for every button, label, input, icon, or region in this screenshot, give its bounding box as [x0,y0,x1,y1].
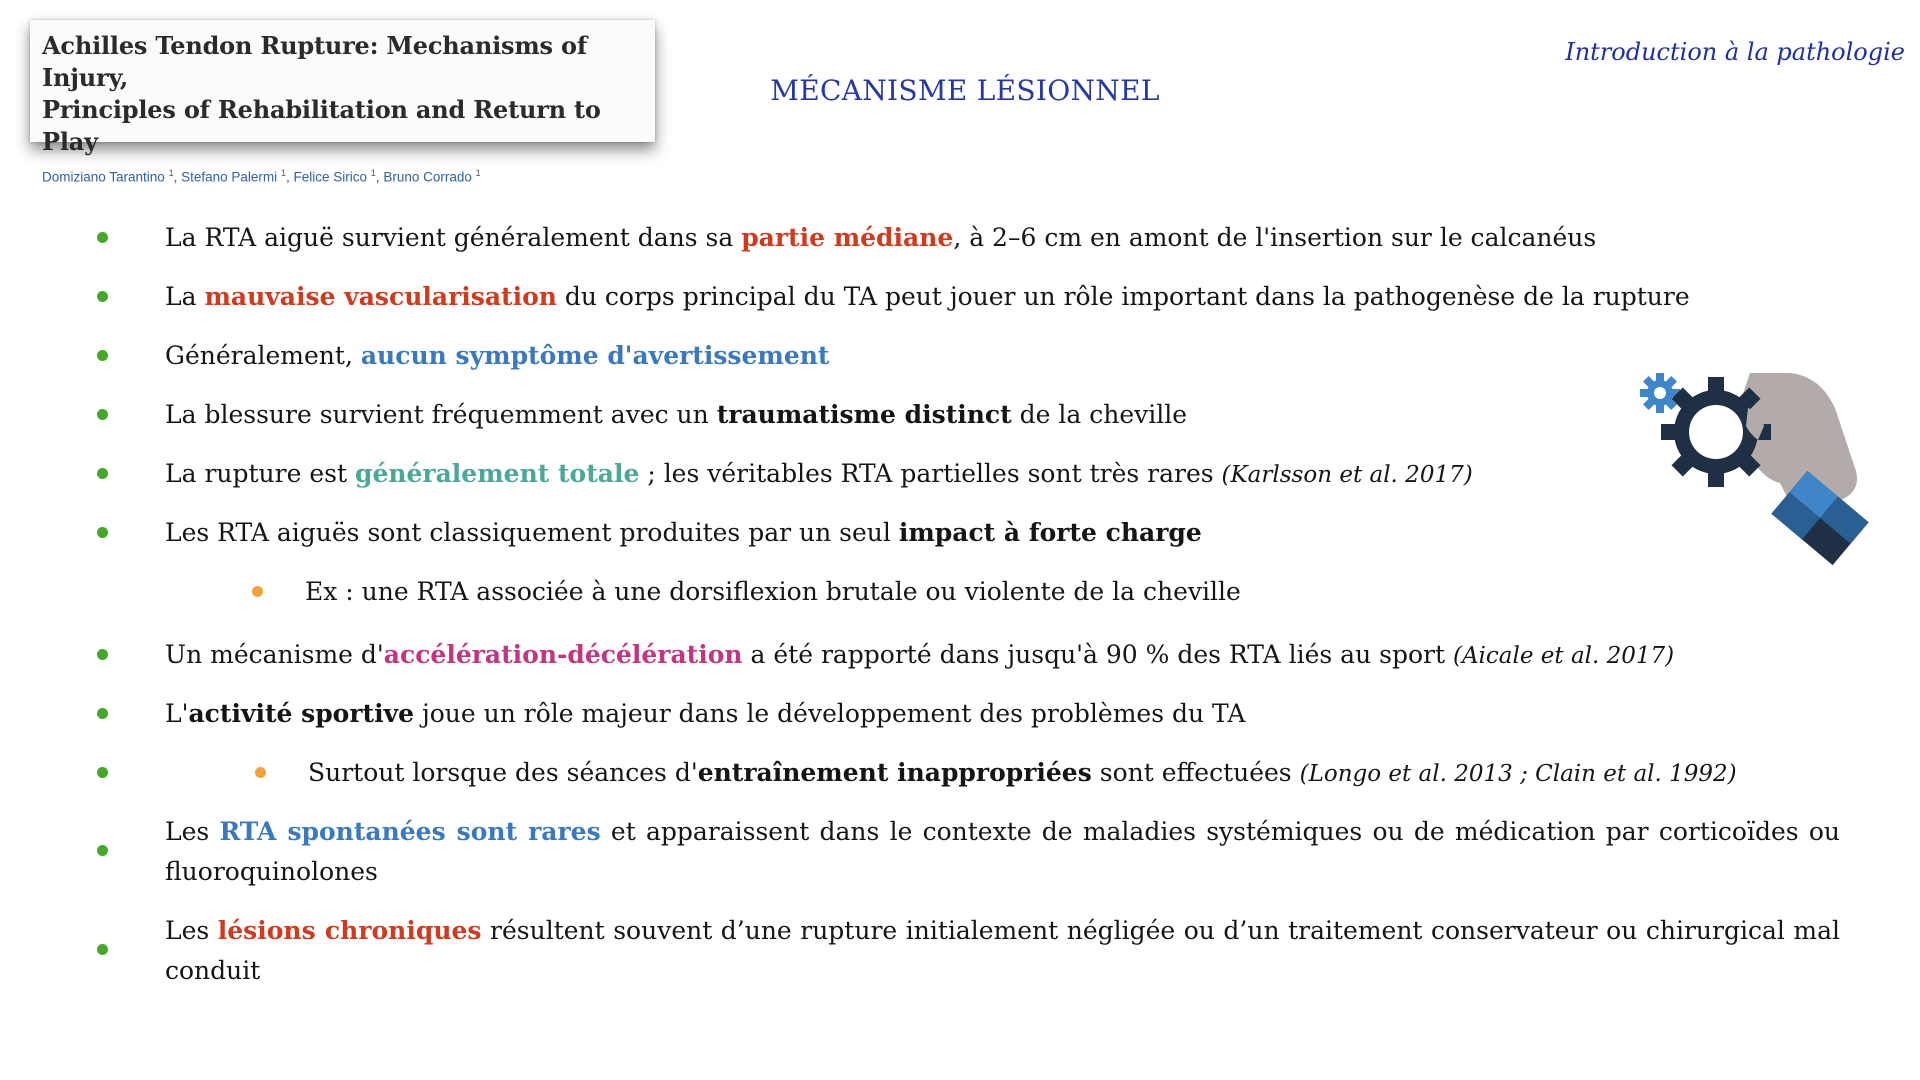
list-item [165,812,1840,892]
author-separator: , [173,169,182,185]
highlight-text: généralement totale [354,459,640,488]
bullet-dot [97,527,108,538]
bullet-dot [97,845,108,856]
bullet-text: de la cheville [1011,400,1188,429]
author-name[interactable]: Domiziano Tarantino [42,169,165,185]
bullet-dot [97,767,108,778]
highlight-text: aucun symptôme d'avertissement [360,341,830,370]
bold-text: entraînement inappropriées [697,758,1092,787]
highlight-text: accélération-décélération [383,640,743,669]
bullet-text: Les [165,817,220,846]
highlight-text: RTA spontanées sont rares [219,817,601,846]
bullet-text: La RTA aiguë survient généralement dans sa [165,223,742,252]
bullet-text: La [165,282,205,311]
author-affiliation: 1 [168,168,174,178]
bullet-text: La rupture est [165,459,355,488]
bullet-dot [97,649,108,660]
bullet-dot [97,409,108,420]
list-item [165,277,1840,317]
sub-bullet-dot [252,586,263,597]
sub-bullet-dot [255,767,266,778]
list-item [165,513,1840,553]
bullet-dot [97,232,108,243]
slide-title: MÉCANISME LÉSIONNEL [770,74,1160,107]
author-name[interactable]: Bruno Corrado [383,169,472,185]
list-item [165,395,1840,435]
bullet-text: Généralement, [165,341,361,370]
author-affiliation: 1 [475,168,481,178]
list-item [165,336,1840,376]
reference-title-line1: Achilles Tendon Rupture: Mechanisms of Injury, [42,31,587,92]
bullet-dot [97,350,108,361]
author-affiliation: 1 [370,168,376,178]
author-affiliation: 1 [280,168,286,178]
bullet-text: Un mécanisme d' [165,640,384,669]
list-item [165,911,1840,991]
citation: (Karlsson et al. 2017) [1221,462,1473,488]
bullet-text: ; les véritables RTA partielles sont très rares [639,459,1222,488]
author-name[interactable]: Felice Sirico [293,169,368,185]
section-label: Introduction à la pathologie [1565,38,1905,66]
bullet-text: , à 2–6 cm en amont de l'insertion sur le calcanéus [953,223,1597,252]
reference-title-line2: Principles of Rehabilitation and Return to Play [42,95,601,156]
bullet-text: joue un rôle majeur dans le développement des problèmes du TA [414,699,1246,728]
highlight-text: partie médiane [741,223,954,252]
bullet-text: du corps principal du TA peut jouer un rôle important dans la pathogenèse de la rupture [556,282,1690,311]
bullet-text: et apparaissent dans le contexte de maladies systémiques ou de médication par corticoïdes ou fluoroquinolones [165,817,1840,886]
bullet-dot [97,944,108,955]
author-separator: , [375,169,384,185]
author-name[interactable]: Stefano Palermi [181,169,278,185]
bullet-dot [97,708,108,719]
list-item [165,218,1840,258]
citation: (Longo et al. 2013 ; Clain et al. 1992) [1299,761,1737,787]
highlight-text: mauvaise vascularisation [204,282,557,311]
bullet-text: Surtout lorsque des séances d' [308,758,698,787]
bullet-text: L' [165,699,189,728]
citation: (Aicale et al. 2017) [1452,643,1675,669]
bullet-text: Les [165,916,218,945]
bullet-text: a été rapporté dans jusqu'à 90 % des RTA liés au sport [742,640,1453,669]
author-separator: , [285,169,294,185]
bullet-text: Ex : une RTA associée à une dorsiflexion brutale ou violente de la cheville [305,577,1241,606]
bullet-dot [97,468,108,479]
bullet-dot [97,291,108,302]
highlight-text: lésions chroniques [217,916,482,945]
bullet-text: sont effectuées [1091,758,1300,787]
bullet-text: Les RTA aiguës sont classiquement produites par un seul [165,518,899,547]
bold-text: impact à forte charge [898,518,1202,547]
bullet-text: résultent souvent d’une rupture initialement négligée ou d’un traitement conservateur ou chirurgical mal conduit [165,916,1840,985]
list-item [165,635,1840,676]
list-item [308,753,1920,794]
list-item [165,694,1840,734]
list-item [165,454,1840,495]
bullet-text: La blessure survient fréquemment avec un [165,400,717,429]
list-item [305,572,1920,612]
bold-text: activité sportive [188,699,415,728]
bold-text: traumatisme distinct [716,400,1012,429]
